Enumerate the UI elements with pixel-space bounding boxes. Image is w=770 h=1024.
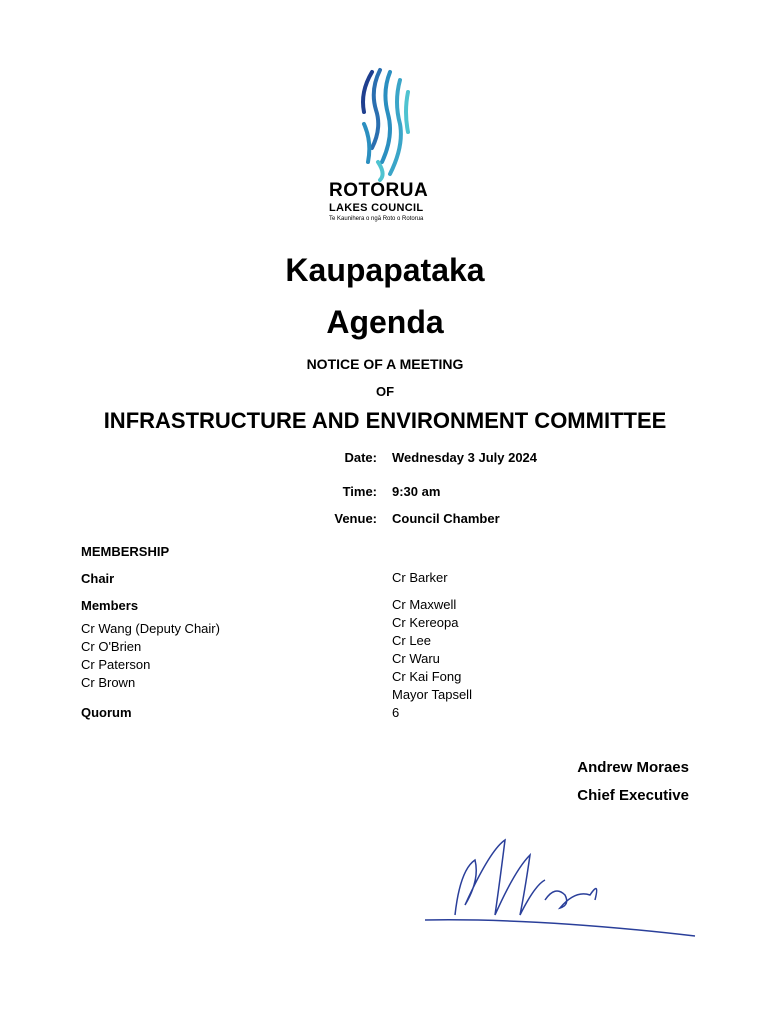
chair-label: Chair [81,571,115,586]
title-english: Agenda [326,304,444,340]
member: Cr Kai Fong [392,669,462,684]
chair-name: Cr Barker [392,570,448,585]
member: Mayor Tapsell [392,687,472,702]
member: Cr Maxwell [392,597,457,612]
venue-label: Venue: [334,511,377,526]
member: Cr Brown [81,675,136,690]
title-maori: Kaupapataka [285,252,485,288]
member: Cr Kereopa [392,615,459,630]
time-label: Time: [342,484,377,499]
members-label: Members [81,598,139,613]
quorum-value: 6 [392,705,400,720]
member: Cr Lee [392,633,432,648]
signatory-title: Chief Executive [577,787,689,804]
member: Cr O'Brien [81,639,142,654]
membership-heading: MEMBERSHIP [81,544,170,559]
notice-line: NOTICE OF A MEETING [306,356,464,372]
logo-tagline: Te Kaunihera o ngā Roto o Rotorua [329,216,424,222]
member: Cr Waru [392,651,440,666]
signature [420,830,700,945]
members-left-list [81,620,220,692]
member: Cr Wang (Deputy Chair) [81,621,220,636]
members-right-list [392,596,472,722]
date-label: Date: [344,450,377,465]
time-value: 9:30 am [392,484,441,499]
date-value: Wednesday 3 July 2024 [392,450,538,465]
quorum-label: Quorum [81,705,132,720]
committee-name: INFRASTRUCTURE AND ENVIRONMENT COMMITTEE [103,408,667,433]
notice-of: OF [375,384,395,399]
logo-subtitle: LAKES COUNCIL [329,202,424,214]
logo-name: ROTORUA [329,180,429,201]
member: Cr Paterson [81,657,151,672]
signatory-name: Andrew Moraes [577,759,689,776]
venue-value: Council Chamber [392,511,500,526]
